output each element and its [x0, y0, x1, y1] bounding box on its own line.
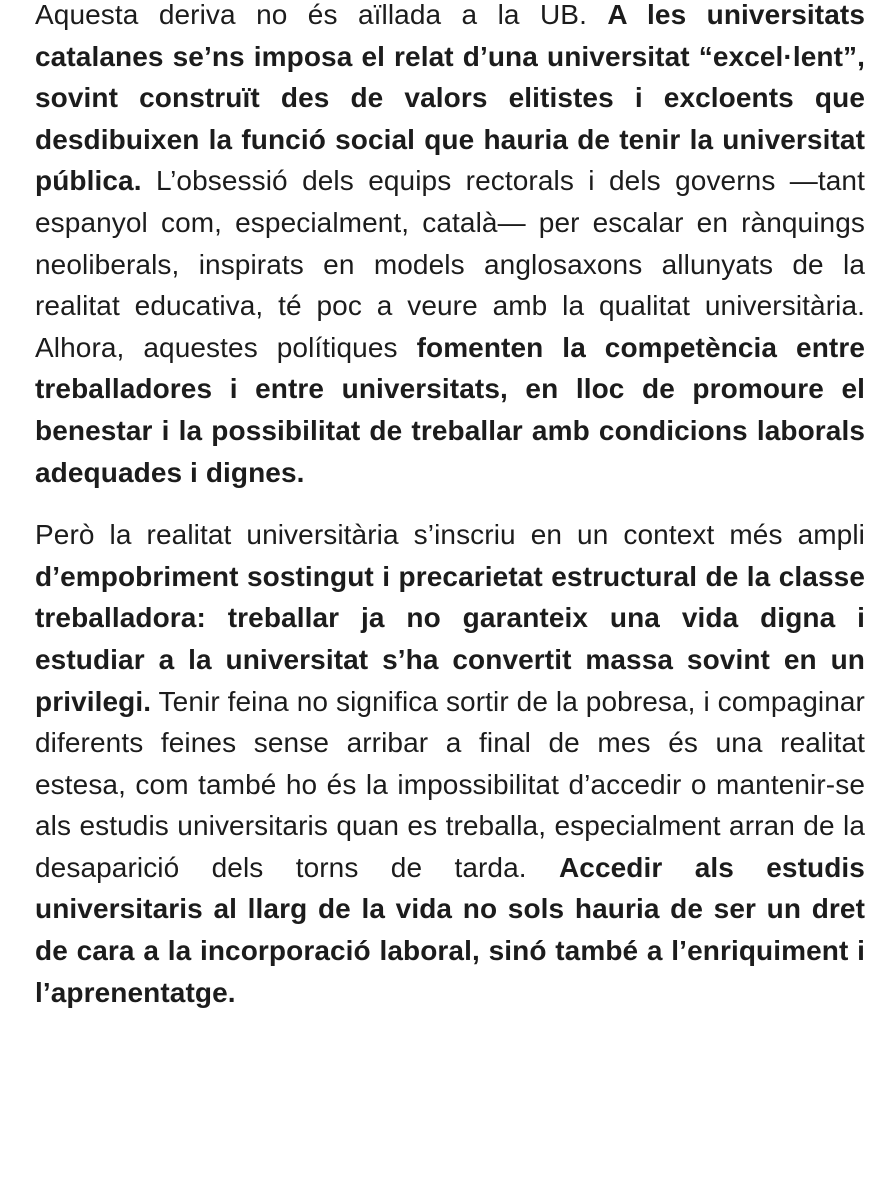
paragraph-2 — [35, 514, 865, 1013]
bold-text-run: A les universitats catalanes se’ns imposa el relat d’una universitat “excel·lent”, sovint construït des de valors elitistes i excloents que desdibuixen la funció social que hauria de tenir la universitat pública. — [35, 0, 866, 197]
paragraph-1 — [35, 0, 865, 493]
article-body — [35, 0, 865, 1013]
text-run: L’obsessió dels equips rectorals i dels governs —tant espanyol com, especialment, català— per escalar en rànquings neoliberals, inspirats en models anglosaxons allunyats de la realitat educativa, té poc a veure amb la qualitat universitària. Alhora, aquestes polítiques — [35, 165, 865, 363]
text-run: Però la realitat universitària s’inscriu en un context més ampli — [35, 519, 865, 551]
text-run: Aquesta deriva no és aïllada a la UB. — [35, 0, 608, 30]
bold-text-run: d’empobriment sostingut i precarietat estructural de la classe treballadora: treballar ja no garanteix una vida digna i estudiar a la universitat s’ha convertit massa sovint en un privilegi. — [35, 560, 865, 717]
text-run: Tenir feina no significa sortir de la pobresa, i compaginar diferents feines sense arribar a final de mes és una realitat estesa, com també ho és la impossibilitat d’accedir o mantenir-se als estudis universitaris quan es treballa, especialment arran de la desaparició dels torns de tarda. — [35, 685, 865, 883]
bold-text-run: fomenten la competència entre treballadores i entre universitats, en lloc de promoure el benestar i la possibilitat de treballar amb condicions laborals adequades i dignes. — [35, 331, 865, 488]
bold-text-run: Accedir als estudis universitaris al llarg de la vida no sols hauria de ser un dret de cara a la incorporació laboral, sinó també a l’enriquiment i l’aprenentatge. — [35, 851, 865, 1008]
